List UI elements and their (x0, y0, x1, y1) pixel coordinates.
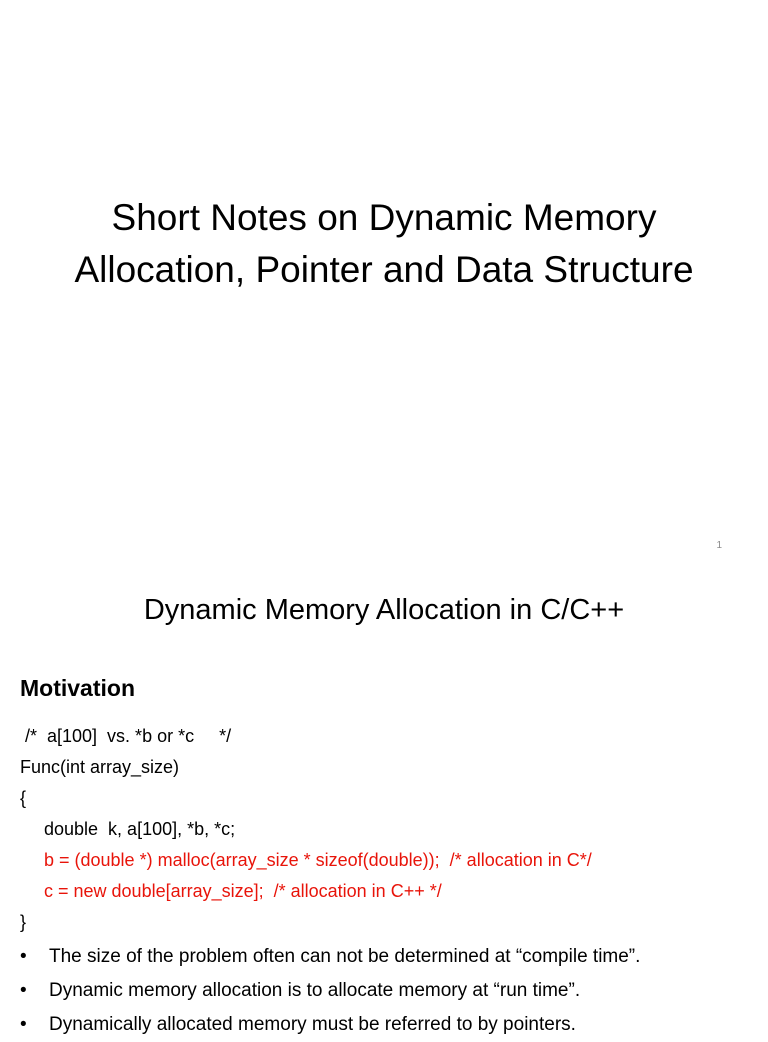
bullet-item (20, 940, 760, 974)
title-line-1: Short Notes on Dynamic Memory (111, 197, 657, 238)
code-block (20, 721, 750, 938)
bullet-list (20, 940, 760, 1042)
code-new-line: c = new double[array_size]; /* allocation in C++ */ (44, 881, 442, 901)
bullet-text: Dynamic memory allocation is to allocate memory at “run time”. (49, 980, 581, 1001)
slide-title: Dynamic Memory Allocation in C/C++ (143, 594, 625, 626)
bullet-text: The size of the problem often can not be determined at “compile time”. (49, 946, 641, 967)
code-open-brace: { (20, 788, 27, 808)
bullet-item (20, 974, 760, 1008)
title-line-2: Allocation, Pointer and Data Structure (74, 249, 694, 290)
bullet-icon: • (20, 1014, 27, 1035)
code-function-signature: Func(int array_size) (20, 757, 180, 777)
bullet-icon: • (20, 946, 27, 967)
slide-number: 1 (716, 540, 722, 551)
section-heading: Motivation (20, 675, 135, 701)
code-declaration-line: double k, a[100], *b, *c; (44, 819, 236, 839)
content-slide (0, 576, 768, 1035)
bullet-text: Dynamically allocated memory must be referred to by pointers. (49, 1014, 576, 1035)
code-comment-line: /* a[100] vs. *b or *c */ (20, 726, 232, 746)
bullet-item (20, 1008, 760, 1042)
bullet-icon: • (20, 980, 27, 1001)
code-close-brace: } (20, 912, 27, 932)
code-malloc-line: b = (double *) malloc(array_size * sizeof(double)); /* allocation in C*/ (44, 850, 592, 870)
presentation-title (20, 192, 748, 296)
